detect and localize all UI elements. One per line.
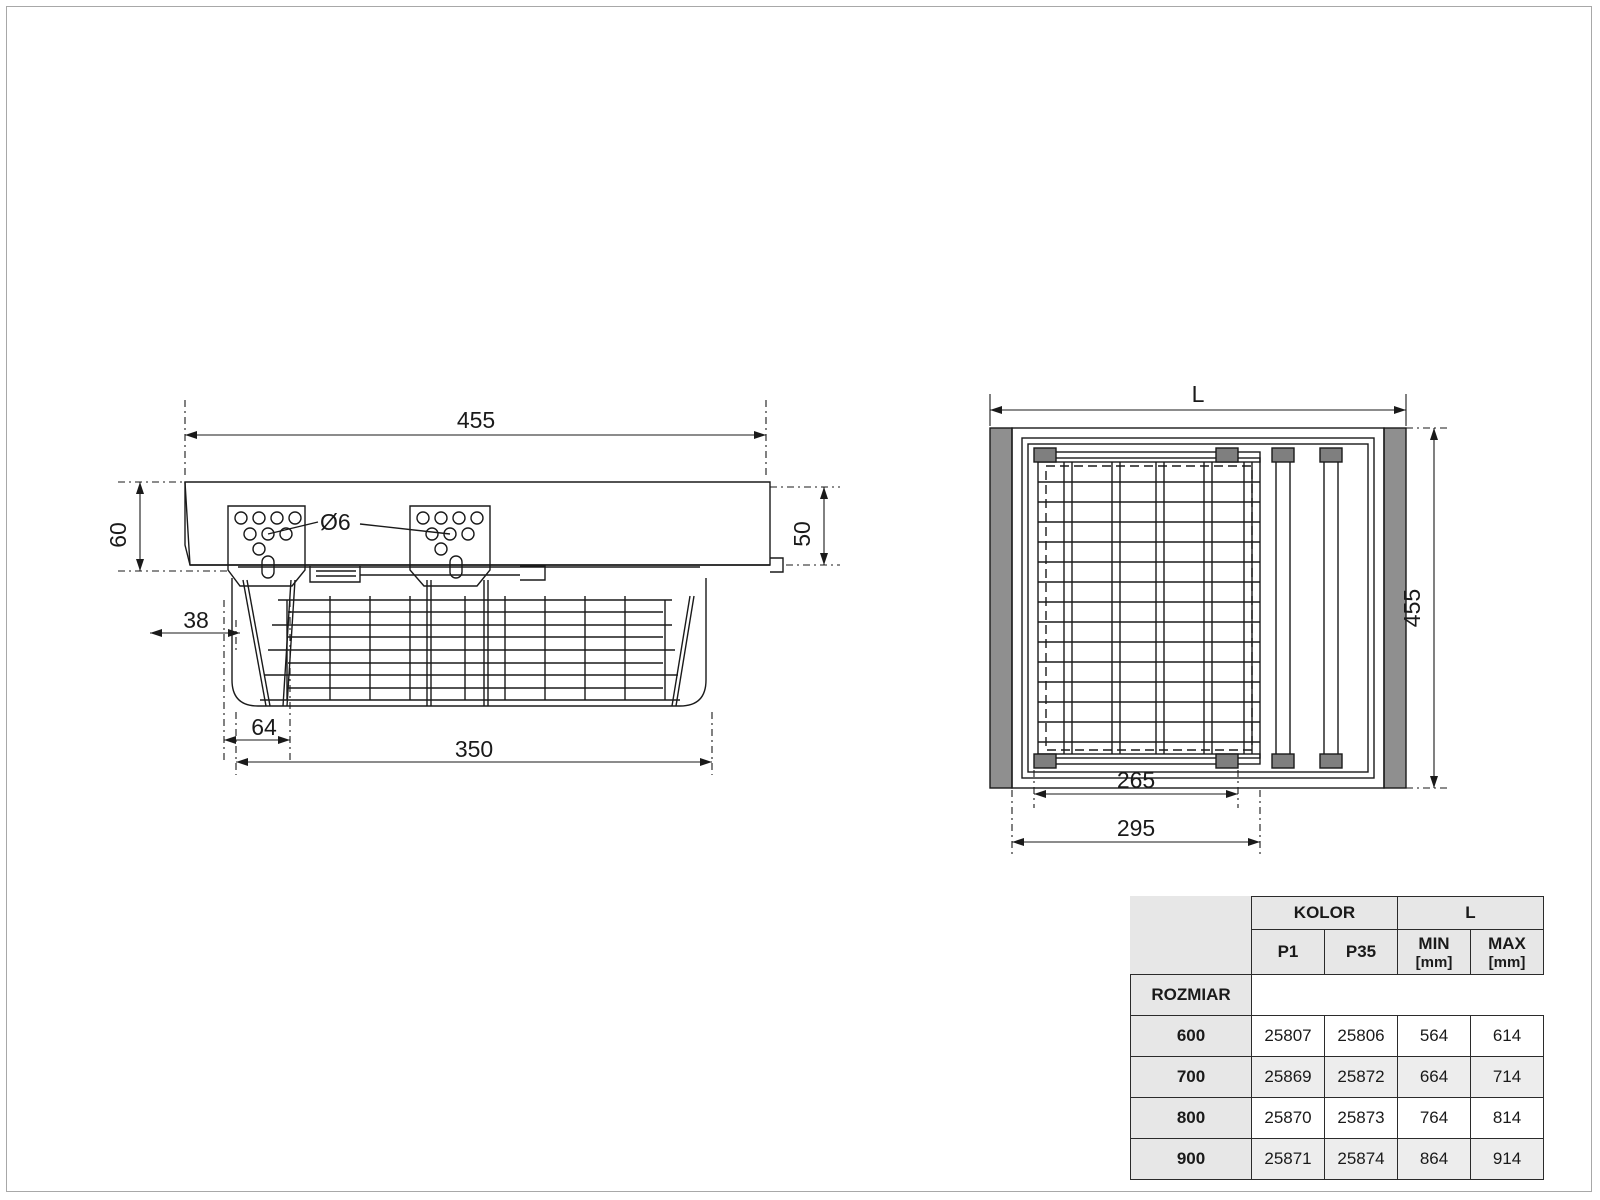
dim-455-front: 455 [456,407,496,433]
header-kolor: KOLOR [1252,897,1398,930]
table-row [1131,1139,1544,1180]
cell-p1: 25869 [1252,1057,1325,1098]
dim-50: 50 [789,521,815,547]
header-p35: P35 [1325,930,1398,975]
cell-max: 714 [1471,1057,1544,1098]
table-row [1131,1016,1544,1057]
header-min-unit: [mm] [1415,953,1453,971]
spec-corner-cell [1131,897,1252,975]
cell-p1: 25870 [1252,1098,1325,1139]
cell-rozmiar: 700 [1131,1057,1252,1098]
cell-p35: 25874 [1325,1139,1398,1180]
dim-60: 60 [105,522,131,548]
cell-p1: 25807 [1252,1016,1325,1057]
dim-350: 350 [454,736,494,762]
header-l: L [1398,897,1544,930]
table-header-group-row [1131,897,1544,930]
cell-p35: 25872 [1325,1057,1398,1098]
dim-295: 295 [1116,815,1156,841]
dim-L: L [1191,381,1205,407]
header-max [1471,930,1544,975]
spec-table [1130,896,1544,1180]
dim-455-top: 455 [1399,588,1425,628]
dim-64: 64 [251,714,277,740]
header-min-label: MIN [1418,933,1450,953]
cell-p35: 25806 [1325,1016,1398,1057]
cell-rozmiar: 600 [1131,1016,1252,1057]
front-view-drawing [0,0,900,820]
cell-p35: 25873 [1325,1098,1398,1139]
table-rozmiar-row [1131,975,1544,1016]
dim-diameter-6: Ø6 [320,509,351,535]
header-p1: P1 [1252,930,1325,975]
dim-38: 38 [183,607,209,633]
cell-rozmiar: 900 [1131,1139,1252,1180]
cell-min: 864 [1398,1139,1471,1180]
header-rozmiar: ROZMIAR [1131,975,1252,1016]
header-min [1398,930,1471,975]
cell-max: 614 [1471,1016,1544,1057]
cell-max: 914 [1471,1139,1544,1180]
header-max-unit: [mm] [1488,953,1526,971]
cell-rozmiar: 800 [1131,1098,1252,1139]
cell-min: 764 [1398,1098,1471,1139]
cell-min: 564 [1398,1016,1471,1057]
table-row [1131,1098,1544,1139]
cell-min: 664 [1398,1057,1471,1098]
cell-p1: 25871 [1252,1139,1325,1180]
cell-max: 814 [1471,1098,1544,1139]
table-row [1131,1057,1544,1098]
header-max-label: MAX [1488,933,1526,953]
dim-265: 265 [1116,767,1156,793]
